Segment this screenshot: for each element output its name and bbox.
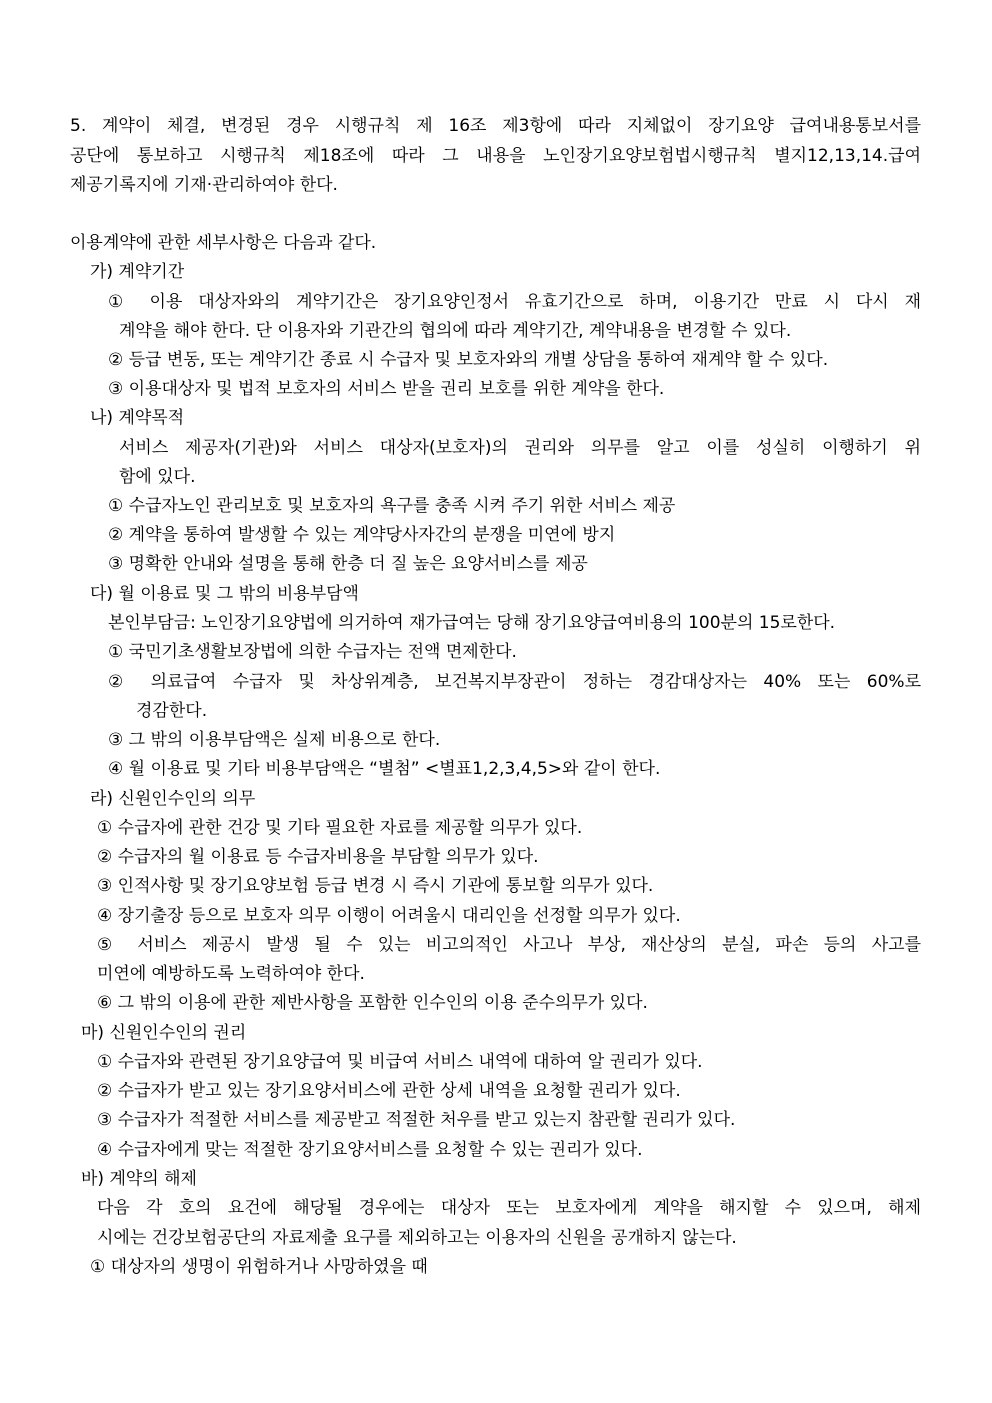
section-heading: 나) 계약목적 bbox=[90, 408, 185, 428]
text-line: ③ 명확한 안내와 설명을 통해 한층 더 질 높은 요양서비스를 제공 bbox=[108, 554, 588, 574]
text-line: 다음 각 호의 요건에 해당될 경우에는 대상자 또는 보호자에게 계약을 해지할 수 있으며, 해제 bbox=[97, 1198, 921, 1218]
text-line: ① 수급자와 관련된 장기요양급여 및 비급여 서비스 내역에 대하여 알 권리가 있다. bbox=[97, 1052, 703, 1072]
text-line: ① 수급자에 관한 건강 및 기타 필요한 자료를 제공할 의무가 있다. bbox=[97, 818, 583, 838]
section-heading: 다) 월 이용료 및 그 밖의 비용부담액 bbox=[90, 584, 359, 604]
text-line: ② 등급 변동, 또는 계약기간 종료 시 수급자 및 보호자와의 개별 상담을 통하여 재계약 할 수 있다. bbox=[108, 350, 829, 370]
text-line: ⑤ 서비스 제공시 발생 될 수 있는 비고의적인 사고나 부상, 재산상의 분실, 파손 등의 사고를 bbox=[97, 935, 921, 955]
text-line: ② 수급자가 받고 있는 장기요양서비스에 관한 상세 내역을 요청할 권리가 있다. bbox=[97, 1081, 681, 1101]
text-line: 미연에 예방하도록 노력하여야 한다. bbox=[97, 964, 365, 984]
text-line: ② 의료급여 수급자 및 차상위계층, 보건복지부장관이 정하는 경감대상자는 40% 또는 60%로 bbox=[108, 672, 921, 692]
text-line: ① 수급자노인 관리보호 및 보호자의 욕구를 충족 시켜 주기 위한 서비스 제공 bbox=[108, 496, 676, 516]
text-line: 제공기록지에 기재·관리하여야 한다. bbox=[70, 175, 338, 195]
section-heading: 가) 계약기간 bbox=[90, 262, 185, 282]
text-line: 경감한다. bbox=[136, 701, 208, 721]
text-line: 서비스 제공자(기관)와 서비스 대상자(보호자)의 권리와 의무를 알고 이를 성실히 이행하기 위 bbox=[119, 438, 921, 458]
section-heading: 바) 계약의 해제 bbox=[81, 1169, 197, 1189]
text-line: ⑥ 그 밖의 이용에 관한 제반사항을 포함한 인수인의 이용 준수의무가 있다. bbox=[97, 993, 648, 1013]
text-line: ① 국민기초생활보장법에 의한 수급자는 전액 면제한다. bbox=[108, 642, 517, 662]
text-line: ④ 월 이용료 및 기타 비용부담액은 “별첨” <별표1,2,3,4,5>와 같이 한다. bbox=[108, 759, 661, 779]
section-intro: 이용계약에 관한 세부사항은 다음과 같다. bbox=[70, 233, 377, 253]
text-line: ③ 수급자가 적절한 서비스를 제공받고 적절한 처우를 받고 있는지 참관할 권리가 있다. bbox=[97, 1110, 736, 1130]
text-line: 시에는 건강보험공단의 자료제출 요구를 제외하고는 이용자의 신원을 공개하지 않는다. bbox=[97, 1228, 737, 1248]
text-line: ① 이용 대상자와의 계약기간은 장기요양인정서 유효기간으로 하며, 이용기간 만료 시 다시 재 bbox=[108, 292, 921, 312]
text-line: ④ 장기출장 등으로 보호자 의무 이행이 어려울시 대리인을 선정할 의무가 있다. bbox=[97, 906, 681, 926]
text-line: ① 대상자의 생명이 위험하거나 사망하였을 때 bbox=[90, 1257, 428, 1277]
text-line: 5. 계약이 체결, 변경된 경우 시행규칙 제 16조 제3항에 따라 지체없이 장기요양 급여내용통보서를 bbox=[70, 116, 921, 136]
text-line: ④ 수급자에게 맞는 적절한 장기요양서비스를 요청할 수 있는 권리가 있다. bbox=[97, 1140, 643, 1160]
text-line: ② 수급자의 월 이용료 등 수급자비용을 부담할 의무가 있다. bbox=[97, 847, 539, 867]
text-line: ③ 인적사항 및 장기요양보험 등급 변경 시 즉시 기관에 통보할 의무가 있다. bbox=[97, 876, 654, 896]
text-line: ② 계약을 통하여 발생할 수 있는 계약당사자간의 분쟁을 미연에 방지 bbox=[108, 525, 616, 545]
section-heading: 마) 신원인수인의 권리 bbox=[81, 1023, 247, 1043]
text-line: 공단에 통보하고 시행규칙 제18조에 따라 그 내용을 노인장기요양보험법시행규칙 별지12,13,14.급여 bbox=[70, 146, 921, 166]
text-line: 함에 있다. bbox=[119, 467, 196, 487]
text-line: 계약을 해야 한다. 단 이용자와 기관간의 협의에 따라 계약기간, 계약내용을 변경할 수 있다. bbox=[119, 321, 792, 341]
text-line: ③ 이용대상자 및 법적 보호자의 서비스 받을 권리 보호를 위한 계약을 한다. bbox=[108, 379, 665, 399]
text-line: 본인부담금: 노인장기요양법에 의거하여 재가급여는 당해 장기요양급여비용의 100분의 15로한다. bbox=[108, 613, 836, 633]
text-line: ③ 그 밖의 이용부담액은 실제 비용으로 한다. bbox=[108, 730, 441, 750]
section-heading: 라) 신원인수인의 의무 bbox=[90, 789, 256, 809]
